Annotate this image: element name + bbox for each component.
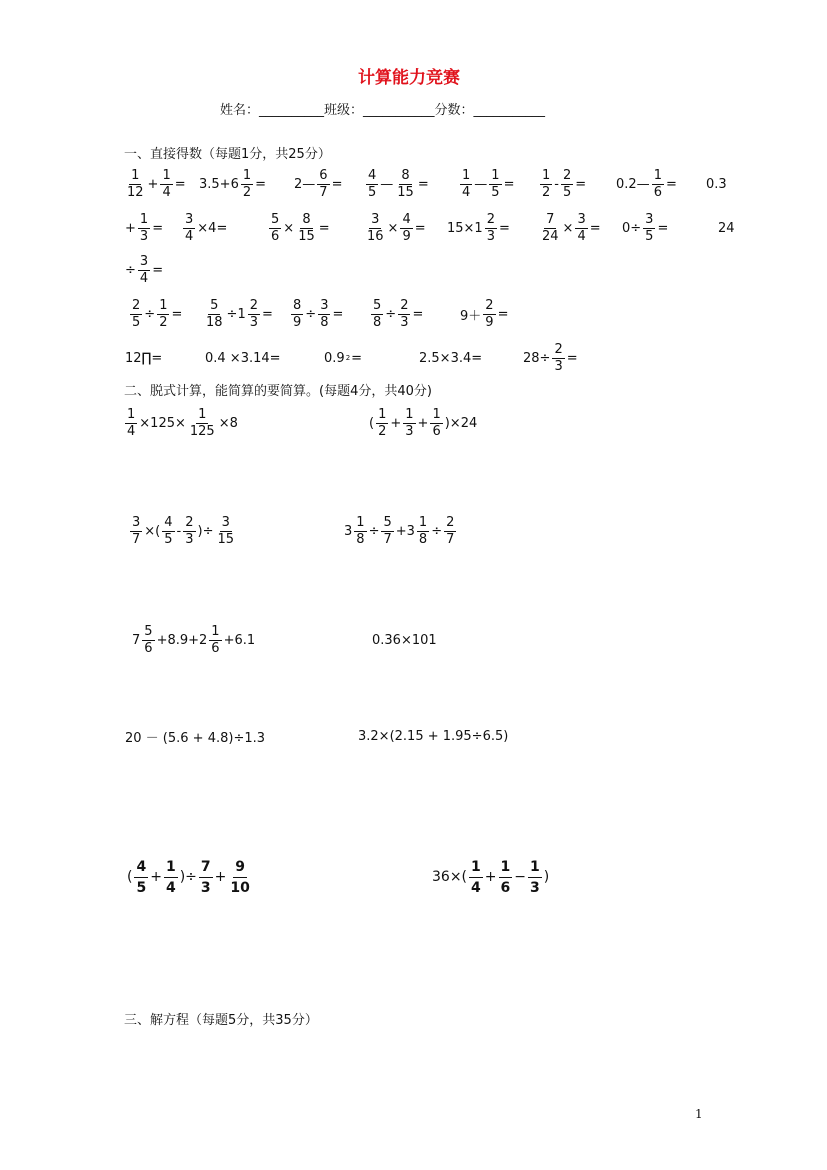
fraction (540, 168, 552, 201)
calc-problem (368, 403, 478, 443)
quick-calc-item (364, 208, 427, 248)
fraction (376, 407, 388, 440)
denominator: 4 (127, 423, 136, 439)
denominator: 125 (189, 423, 215, 439)
section-1-heading: 一、直接得数（每题1分，共25分） (124, 147, 331, 162)
denominator: 3 (554, 358, 563, 374)
numerator: 1 (491, 167, 500, 183)
denominator: 5 (132, 314, 141, 330)
expr-text: = (665, 176, 677, 192)
denominator: 4 (462, 184, 471, 200)
numerator: 8 (401, 167, 410, 183)
denominator: 4 (165, 879, 176, 896)
fraction (528, 857, 542, 898)
denominator: 10 (230, 879, 250, 896)
expr-text: = (412, 306, 424, 322)
numerator: 5 (271, 211, 280, 227)
numerator: 6 (319, 167, 328, 183)
denominator: 5 (136, 879, 147, 896)
quick-calc-item (446, 208, 511, 248)
expr-text: +6.1 (223, 632, 256, 648)
name-blank[interactable]: __________ (259, 103, 325, 118)
numerator: 1 (469, 857, 483, 878)
fraction (130, 298, 142, 331)
numerator: 1 (198, 406, 207, 422)
expr-text: ) (543, 869, 550, 885)
quick-calc-item (182, 208, 228, 248)
fraction (489, 168, 501, 201)
fraction (417, 515, 429, 548)
numerator: 1 (418, 514, 428, 530)
fraction (552, 342, 564, 375)
fraction (204, 298, 225, 331)
expr-text: = (497, 306, 509, 322)
calc-problem (357, 716, 509, 756)
denominator: 4 (162, 184, 171, 200)
denominator: 6 (432, 423, 441, 439)
numerator: 4 (402, 211, 411, 227)
expr-text: ×4= (197, 220, 228, 236)
expr-text: 12∏= (125, 350, 163, 366)
denominator: 6 (653, 184, 662, 200)
quick-calc-item (459, 294, 509, 334)
numerator: 1 (356, 514, 365, 530)
denominator: 18 (206, 314, 223, 330)
expr-text: = (171, 306, 183, 322)
quick-calc-item (615, 164, 678, 204)
denominator: 9 (485, 314, 494, 330)
denominator: 8 (320, 314, 329, 330)
numerator: 7 (546, 211, 555, 227)
expr-text: = (499, 220, 510, 236)
expr-text: = (332, 306, 344, 322)
fraction (157, 298, 169, 331)
page-number: 1 (695, 1107, 703, 1121)
expr-text: 36×( (432, 869, 468, 885)
denominator: 2 (242, 184, 252, 200)
denominator: 9 (402, 228, 411, 244)
denominator: 7 (132, 531, 141, 547)
expr-text: 0.9 (324, 350, 345, 366)
expr-text: + (150, 869, 162, 885)
fraction (460, 168, 472, 201)
numerator: 3 (221, 514, 230, 530)
numerator: 3 (371, 211, 380, 227)
fraction (499, 857, 513, 898)
fraction (291, 298, 303, 331)
quick-calc-item (293, 164, 343, 204)
quick-calc-item (124, 164, 187, 204)
fraction (228, 857, 251, 898)
expr-text: 3.2×(2.15 + 1.95÷6.5) (358, 728, 509, 744)
denominator: 9 (293, 314, 302, 330)
fraction (125, 407, 137, 440)
quick-calc-item (129, 294, 183, 334)
denominator: 7 (446, 531, 455, 547)
expr-text: = (351, 350, 363, 366)
denominator: 15 (298, 228, 315, 244)
numerator: 5 (144, 623, 153, 639)
quick-calc-item (621, 208, 669, 248)
expr-text: = (575, 176, 587, 192)
fraction (188, 407, 217, 440)
denominator: 4 (139, 270, 149, 286)
fraction (444, 515, 456, 548)
denominator: 8 (356, 531, 365, 547)
expr-text: + (125, 220, 136, 236)
numerator: 1 (405, 406, 414, 422)
fraction (199, 857, 213, 898)
fraction (296, 212, 317, 245)
fraction (317, 168, 329, 201)
numerator: 1 (164, 857, 178, 878)
denominator: 2 (378, 423, 387, 439)
fraction (643, 212, 655, 245)
calc-problem (343, 511, 457, 551)
denominator: 3 (486, 228, 495, 244)
numerator: 2 (562, 167, 572, 183)
numerator: 5 (383, 514, 392, 530)
expr-text: 24 (718, 220, 735, 236)
fraction (561, 168, 573, 201)
calc-problem (124, 403, 239, 443)
expr-text: 3.5+6 (199, 176, 239, 192)
expr-text: ÷ (305, 306, 317, 322)
expr-text: )÷ (197, 523, 214, 539)
fraction (130, 515, 142, 548)
numerator: 1 (528, 857, 542, 878)
fraction (485, 212, 497, 245)
expr-text: × (387, 220, 399, 236)
fraction (269, 212, 281, 245)
numerator: 3 (645, 211, 654, 227)
quick-calc-item (203, 294, 274, 334)
quick-calc-item (370, 294, 424, 334)
expr-text: - (176, 523, 182, 539)
quick-calc-item (717, 208, 736, 248)
fraction (483, 298, 495, 331)
numerator: 2 (554, 341, 563, 357)
expr-text: ÷ (368, 523, 380, 539)
expr-text: − (514, 869, 526, 885)
fraction (142, 624, 154, 657)
denominator: 15 (397, 184, 414, 200)
quick-calc-item (365, 164, 430, 204)
denominator: 15 (217, 531, 235, 547)
fraction (215, 515, 236, 548)
expr-text: + (484, 869, 497, 885)
expr-text: = (174, 176, 186, 192)
expr-text: ÷ (125, 262, 136, 278)
numerator: 1 (131, 167, 140, 183)
calc-problem (131, 620, 256, 660)
fraction (469, 857, 483, 898)
numerator: 3 (320, 297, 329, 313)
numerator: 2 (485, 297, 494, 313)
expr-text: +8.9+2 (156, 632, 208, 648)
fraction (381, 515, 393, 548)
expr-text: - (554, 176, 559, 192)
fraction (164, 857, 178, 898)
expr-text: = (589, 220, 601, 236)
calc-problem (431, 854, 550, 900)
expr-text: = (152, 220, 164, 236)
name-label: 姓名： (220, 103, 260, 118)
numerator: 2 (486, 211, 495, 227)
expr-text: = (657, 220, 669, 236)
expr-text: ( (127, 869, 133, 885)
expr-text: + (390, 415, 402, 431)
fraction (430, 407, 442, 440)
quick-calc-item (459, 164, 515, 204)
expr-text: = (255, 176, 267, 192)
quick-calc-item (268, 208, 331, 248)
expr-text: ÷ (385, 306, 397, 322)
numerator: 1 (653, 167, 662, 183)
expr-text: 28÷ (523, 350, 551, 366)
numerator: 1 (139, 211, 149, 227)
expr-text: = (331, 176, 343, 192)
expr-text: ×( (144, 523, 161, 539)
expr-text: = (417, 176, 429, 192)
denominator: 3 (400, 314, 409, 330)
expr-text: = (503, 176, 515, 192)
numerator: 1 (542, 167, 551, 183)
expr-text: 2— (294, 176, 316, 192)
quick-calc-item (124, 338, 163, 378)
numerator: 1 (242, 167, 252, 183)
quick-calc-item (124, 208, 164, 248)
fraction (162, 515, 174, 548)
numerator: 8 (302, 211, 311, 227)
expr-text: 0.36×101 (372, 632, 437, 648)
expr-text: ×8 (218, 415, 238, 431)
fraction (209, 624, 221, 657)
numerator: 8 (293, 297, 302, 313)
expr-text: — (380, 176, 394, 192)
numerator: 1 (159, 297, 168, 313)
expr-text: )×24 (444, 415, 478, 431)
numerator: 3 (139, 253, 149, 269)
fraction (395, 168, 416, 201)
expr-text: = (414, 220, 426, 236)
expr-text: ( (369, 415, 375, 431)
denominator: 3 (529, 879, 540, 896)
expr-text: +3 (395, 523, 415, 539)
numerator: 3 (185, 211, 194, 227)
page-title: 计算能力竞赛 (358, 68, 460, 88)
numerator: 3 (577, 211, 586, 227)
expr-text: 20 － (5.6 + 4.8)÷1.3 (125, 730, 266, 746)
calc-problem (124, 716, 266, 756)
fraction (183, 515, 195, 548)
denominator: 2 (542, 184, 551, 200)
fraction (183, 212, 195, 245)
quick-calc-item (323, 338, 363, 378)
expr-text: 15×1 (447, 220, 483, 236)
denominator: 5 (491, 184, 500, 200)
fraction (125, 168, 146, 201)
fraction (354, 515, 366, 548)
superscript: 2 (345, 354, 351, 362)
numerator: 1 (211, 623, 220, 639)
expr-text: = (262, 306, 273, 322)
fraction (138, 212, 150, 245)
denominator: 6 (500, 879, 511, 896)
denominator: 8 (373, 314, 382, 330)
expr-text: ×125× (139, 415, 186, 431)
denominator: 4 (471, 879, 481, 896)
calc-problem (126, 854, 253, 900)
expr-text: + (214, 869, 227, 885)
denominator: 3 (200, 879, 211, 896)
expr-text: 0.2— (616, 176, 650, 192)
expr-text: = (566, 350, 578, 366)
class-label: 班级： (324, 103, 364, 118)
numerator: 1 (127, 406, 136, 422)
fraction (652, 168, 664, 201)
numerator: 7 (199, 857, 213, 878)
numerator: 2 (185, 514, 194, 530)
expr-text: 0.3 (706, 176, 727, 192)
denominator: 4 (577, 228, 586, 244)
expr-text: ÷ (144, 306, 156, 322)
numerator: 9 (233, 857, 247, 878)
denominator: 5 (562, 184, 572, 200)
calc-problem (129, 511, 237, 551)
quick-calc-item (204, 338, 282, 378)
expr-text: 3 (344, 523, 353, 539)
fraction (160, 168, 172, 201)
numerator: 5 (210, 297, 219, 313)
numerator: 4 (368, 167, 377, 183)
expr-text: ÷ (431, 523, 443, 539)
numerator: 2 (400, 297, 409, 313)
numerator: 1 (162, 167, 171, 183)
numerator: 1 (499, 857, 513, 878)
fraction (366, 168, 378, 201)
expr-text: 2.5×3.4= (419, 350, 483, 366)
quick-calc-item (290, 294, 344, 334)
fraction (575, 212, 587, 245)
numerator: 1 (462, 167, 471, 183)
expr-text: 9＋ (460, 308, 482, 324)
expr-text: × (283, 220, 295, 236)
fraction (248, 298, 260, 331)
expr-text: ÷1 (226, 306, 246, 322)
denominator: 2 (159, 314, 168, 330)
expr-text: 0÷ (622, 220, 642, 236)
fraction (400, 212, 412, 245)
denominator: 3 (249, 314, 258, 330)
fraction (398, 298, 410, 331)
numerator: 4 (164, 514, 173, 530)
quick-calc-item (522, 338, 579, 378)
numerator: 1 (432, 406, 441, 422)
denominator: 7 (319, 184, 328, 200)
numerator: 2 (132, 297, 141, 313)
denominator: 6 (144, 640, 153, 656)
student-info-line (220, 99, 545, 118)
denominator: 3 (185, 531, 194, 547)
denominator: 5 (645, 228, 654, 244)
score-label: 分数： (434, 103, 474, 118)
numerator: 4 (134, 857, 148, 878)
expr-text: )÷ (179, 869, 197, 885)
quick-calc-item (539, 208, 602, 248)
denominator: 7 (383, 531, 392, 547)
section-2-heading: 二、脱式计算，能简算的要简算。(每题4分，共40分) (124, 384, 432, 399)
numerator: 2 (446, 514, 455, 530)
fraction (138, 254, 150, 287)
denominator: 3 (139, 228, 149, 244)
fraction (241, 168, 253, 201)
numerator: 5 (373, 297, 382, 313)
expr-text: 7 (132, 632, 141, 648)
expr-text: + (147, 176, 159, 192)
class-blank[interactable]: ___________ (363, 103, 435, 118)
expr-text: = (152, 262, 164, 278)
expr-text: + (417, 415, 429, 431)
denominator: 3 (405, 423, 414, 439)
calc-problem (371, 620, 438, 660)
quick-calc-item (124, 250, 164, 290)
denominator: 6 (211, 640, 220, 656)
numerator: 2 (249, 297, 258, 313)
expr-text: 0.4 ×3.14= (205, 350, 281, 366)
numerator: 3 (132, 514, 141, 530)
numerator: 1 (378, 406, 387, 422)
denominator: 5 (164, 531, 173, 547)
score-blank[interactable]: ___________ (473, 103, 546, 118)
fraction (540, 212, 561, 245)
fraction (134, 857, 148, 898)
quick-calc-item (705, 164, 728, 204)
fraction (371, 298, 383, 331)
expr-text: = (318, 220, 330, 236)
denominator: 5 (368, 184, 377, 200)
denominator: 16 (367, 228, 384, 244)
quick-calc-item (539, 164, 587, 204)
denominator: 8 (418, 531, 428, 547)
expr-text: — (474, 176, 488, 192)
denominator: 12 (127, 184, 144, 200)
fraction (318, 298, 330, 331)
section-3-heading: 三、解方程（每题5分，共35分） (124, 1013, 318, 1028)
quick-calc-item (198, 164, 267, 204)
fraction (365, 212, 386, 245)
fraction (403, 407, 415, 440)
denominator: 24 (542, 228, 559, 244)
denominator: 6 (271, 228, 280, 244)
denominator: 4 (185, 228, 194, 244)
expr-text: × (562, 220, 574, 236)
quick-calc-item (418, 338, 483, 378)
